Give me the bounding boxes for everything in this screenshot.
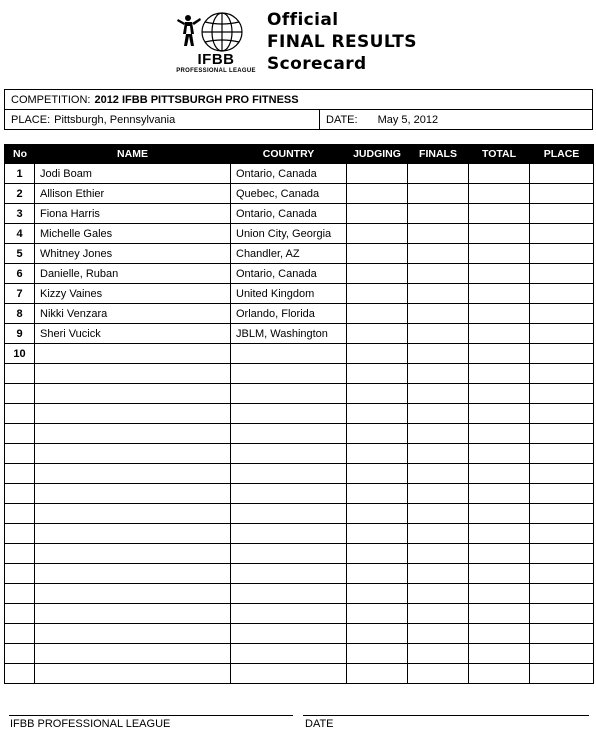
place-cell <box>530 164 594 184</box>
country-cell <box>231 344 347 364</box>
country-cell <box>231 404 347 424</box>
country-cell <box>231 604 347 624</box>
finals-score-cell <box>408 284 469 304</box>
judging-score-cell <box>347 344 408 364</box>
total-score-cell <box>469 184 530 204</box>
place-cell <box>530 624 594 644</box>
place-cell <box>530 444 594 464</box>
finals-score-cell <box>408 624 469 644</box>
competitor-name-cell: Sheri Vucick <box>35 324 231 344</box>
table-row <box>5 604 594 624</box>
finals-score-cell <box>408 424 469 444</box>
country-cell <box>231 444 347 464</box>
country-cell: Orlando, Florida <box>231 304 347 324</box>
finals-score-cell <box>408 404 469 424</box>
row-number-cell: 2 <box>5 184 35 204</box>
row-number-cell: 4 <box>5 224 35 244</box>
date-label: DATE: <box>326 113 358 126</box>
finals-score-cell <box>408 564 469 584</box>
country-cell <box>231 464 347 484</box>
competitor-name-cell <box>35 364 231 384</box>
scorecard-header <box>0 0 596 82</box>
total-score-cell <box>469 504 530 524</box>
table-row <box>5 644 594 664</box>
country-cell: Union City, Georgia <box>231 224 347 244</box>
column-header-total: TOTAL <box>469 145 530 164</box>
judging-score-cell <box>347 184 408 204</box>
table-row <box>5 564 594 584</box>
competitor-name-cell: Fiona Harris <box>35 204 231 224</box>
finals-score-cell <box>408 504 469 524</box>
country-cell: Chandler, AZ <box>231 244 347 264</box>
table-row <box>5 424 594 444</box>
competitor-name-cell: Nikki Venzara <box>35 304 231 324</box>
total-score-cell <box>469 624 530 644</box>
country-cell: United Kingdom <box>231 284 347 304</box>
competitor-name-cell: Michelle Gales <box>35 224 231 244</box>
column-header-name: NAME <box>35 145 231 164</box>
row-number-cell <box>5 624 35 644</box>
country-cell: Ontario, Canada <box>231 264 347 284</box>
total-score-cell <box>469 444 530 464</box>
country-cell <box>231 424 347 444</box>
competitor-name-cell <box>35 604 231 624</box>
place-cell <box>530 424 594 444</box>
row-number-cell: 10 <box>5 344 35 364</box>
table-row <box>5 204 594 224</box>
judging-score-cell <box>347 284 408 304</box>
table-row <box>5 364 594 384</box>
column-header-no: No <box>5 145 35 164</box>
place-cell <box>530 364 594 384</box>
table-header-row <box>5 145 594 164</box>
country-cell: Ontario, Canada <box>231 164 347 184</box>
finals-score-cell <box>408 364 469 384</box>
judging-score-cell <box>347 664 408 684</box>
logo-subtext: PROFESSIONAL LEAGUE <box>176 68 256 74</box>
table-row <box>5 464 594 484</box>
place-cell <box>530 564 594 584</box>
place-cell <box>530 524 594 544</box>
finals-score-cell <box>408 444 469 464</box>
place-cell <box>530 404 594 424</box>
row-number-cell: 3 <box>5 204 35 224</box>
total-score-cell <box>469 284 530 304</box>
place-cell <box>530 544 594 564</box>
table-row <box>5 444 594 464</box>
signature-line-date <box>303 715 589 716</box>
judging-score-cell <box>347 624 408 644</box>
place-cell <box>530 204 594 224</box>
title-line-2: FINAL RESULTS <box>267 32 417 52</box>
total-score-cell <box>469 244 530 264</box>
total-score-cell <box>469 204 530 224</box>
title-line-1: Official <box>267 10 339 30</box>
finals-score-cell <box>408 244 469 264</box>
finals-score-cell <box>408 304 469 324</box>
row-number-cell <box>5 464 35 484</box>
row-number-cell <box>5 404 35 424</box>
column-header-judging: JUDGING <box>347 145 408 164</box>
total-score-cell <box>469 664 530 684</box>
competitor-name-cell <box>35 584 231 604</box>
judging-score-cell <box>347 304 408 324</box>
finals-score-cell <box>408 664 469 684</box>
judging-score-cell <box>347 604 408 624</box>
judging-score-cell <box>347 164 408 184</box>
total-score-cell <box>469 524 530 544</box>
signature-label-date: DATE <box>305 718 334 730</box>
competitor-name-cell <box>35 404 231 424</box>
competitor-name-cell <box>35 644 231 664</box>
table-row <box>5 544 594 564</box>
row-number-cell: 7 <box>5 284 35 304</box>
country-cell <box>231 644 347 664</box>
place-cell <box>530 644 594 664</box>
finals-score-cell <box>408 384 469 404</box>
total-score-cell <box>469 384 530 404</box>
finals-score-cell <box>408 484 469 504</box>
total-score-cell <box>469 404 530 424</box>
competitor-name-cell <box>35 524 231 544</box>
finals-score-cell <box>408 524 469 544</box>
table-row <box>5 244 594 264</box>
place-cell <box>530 604 594 624</box>
table-row <box>5 184 594 204</box>
place-cell <box>530 344 594 364</box>
finals-score-cell <box>408 204 469 224</box>
competition-info-box <box>4 89 593 130</box>
table-row <box>5 504 594 524</box>
total-score-cell <box>469 164 530 184</box>
competition-value: 2012 IFBB PITTSBURGH PRO FITNESS <box>94 93 299 106</box>
competition-row <box>5 90 592 109</box>
judging-score-cell <box>347 644 408 664</box>
row-number-cell <box>5 364 35 384</box>
finals-score-cell <box>408 584 469 604</box>
place-cell <box>530 184 594 204</box>
table-row <box>5 524 594 544</box>
table-row <box>5 224 594 244</box>
row-number-cell <box>5 664 35 684</box>
table-row <box>5 164 594 184</box>
total-score-cell <box>469 564 530 584</box>
row-number-cell <box>5 604 35 624</box>
country-cell <box>231 384 347 404</box>
competition-label: COMPETITION: <box>11 93 91 106</box>
finals-score-cell <box>408 604 469 624</box>
place-cell <box>5 110 320 129</box>
country-cell: Quebec, Canada <box>231 184 347 204</box>
competitor-name-cell <box>35 444 231 464</box>
place-cell <box>530 464 594 484</box>
judging-score-cell <box>347 464 408 484</box>
place-cell <box>530 504 594 524</box>
judging-score-cell <box>347 564 408 584</box>
signature-line-league <box>9 715 293 716</box>
finals-score-cell <box>408 344 469 364</box>
column-header-place: PLACE <box>530 145 594 164</box>
finals-score-cell <box>408 184 469 204</box>
judging-score-cell <box>347 364 408 384</box>
table-row <box>5 484 594 504</box>
place-cell <box>530 384 594 404</box>
total-score-cell <box>469 604 530 624</box>
competitor-name-cell: Whitney Jones <box>35 244 231 264</box>
place-cell <box>530 324 594 344</box>
title-line-3: Scorecard <box>267 54 367 74</box>
row-number-cell <box>5 444 35 464</box>
row-number-cell: 8 <box>5 304 35 324</box>
competitor-name-cell <box>35 464 231 484</box>
judging-score-cell <box>347 504 408 524</box>
competitor-name-cell <box>35 504 231 524</box>
judging-score-cell <box>347 224 408 244</box>
results-body <box>5 164 594 684</box>
country-cell: Ontario, Canada <box>231 204 347 224</box>
competitor-name-cell <box>35 484 231 504</box>
row-number-cell <box>5 484 35 504</box>
competitor-name-cell: Jodi Boam <box>35 164 231 184</box>
signature-label-league: IFBB PROFESSIONAL LEAGUE <box>10 718 171 730</box>
date-cell <box>320 114 592 126</box>
total-score-cell <box>469 584 530 604</box>
place-cell <box>530 264 594 284</box>
table-row <box>5 664 594 684</box>
table-row <box>5 404 594 424</box>
finals-score-cell <box>408 464 469 484</box>
competitor-name-cell: Danielle, Ruban <box>35 264 231 284</box>
country-cell <box>231 544 347 564</box>
table-row <box>5 284 594 304</box>
place-cell <box>530 284 594 304</box>
country-cell <box>231 524 347 544</box>
table-row <box>5 344 594 364</box>
total-score-cell <box>469 344 530 364</box>
total-score-cell <box>469 544 530 564</box>
competitor-name-cell <box>35 384 231 404</box>
row-number-cell <box>5 544 35 564</box>
row-number-cell: 5 <box>5 244 35 264</box>
competitor-name-cell <box>35 664 231 684</box>
country-cell <box>231 484 347 504</box>
row-number-cell <box>5 504 35 524</box>
judging-score-cell <box>347 384 408 404</box>
results-table <box>4 144 594 684</box>
judging-score-cell <box>347 584 408 604</box>
page-title <box>267 9 417 75</box>
country-cell <box>231 664 347 684</box>
judging-score-cell <box>347 404 408 424</box>
place-cell <box>530 224 594 244</box>
row-number-cell: 6 <box>5 264 35 284</box>
competitor-name-cell <box>35 564 231 584</box>
judging-score-cell <box>347 484 408 504</box>
finals-score-cell <box>408 644 469 664</box>
competitor-name-cell <box>35 344 231 364</box>
table-row <box>5 384 594 404</box>
total-score-cell <box>469 424 530 444</box>
place-cell <box>530 584 594 604</box>
total-score-cell <box>469 224 530 244</box>
country-cell: JBLM, Washington <box>231 324 347 344</box>
finals-score-cell <box>408 324 469 344</box>
place-cell <box>530 484 594 504</box>
competitor-name-cell <box>35 624 231 644</box>
logo-ifbb-text: IFBB <box>197 51 235 68</box>
table-row <box>5 624 594 644</box>
table-row <box>5 264 594 284</box>
country-cell <box>231 624 347 644</box>
country-cell <box>231 364 347 384</box>
row-number-cell <box>5 424 35 444</box>
place-date-row <box>5 109 592 129</box>
judging-score-cell <box>347 324 408 344</box>
judging-score-cell <box>347 544 408 564</box>
total-score-cell <box>469 364 530 384</box>
place-cell <box>530 244 594 264</box>
judging-score-cell <box>347 424 408 444</box>
country-cell <box>231 564 347 584</box>
judging-score-cell <box>347 444 408 464</box>
row-number-cell <box>5 644 35 664</box>
date-value: May 5, 2012 <box>377 113 439 126</box>
row-number-cell <box>5 564 35 584</box>
table-row <box>5 584 594 604</box>
place-cell <box>530 304 594 324</box>
finals-score-cell <box>408 164 469 184</box>
finals-score-cell <box>408 264 469 284</box>
judging-score-cell <box>347 204 408 224</box>
row-number-cell: 1 <box>5 164 35 184</box>
competitor-name-cell: Allison Ethier <box>35 184 231 204</box>
signature-footer <box>0 702 596 750</box>
place-value: Pittsburgh, Pennsylvania <box>54 113 176 126</box>
finals-score-cell <box>408 544 469 564</box>
globe-emblem-icon <box>172 12 260 52</box>
column-header-finals: FINALS <box>408 145 469 164</box>
column-header-country: COUNTRY <box>231 145 347 164</box>
judging-score-cell <box>347 244 408 264</box>
total-score-cell <box>469 464 530 484</box>
table-row <box>5 304 594 324</box>
total-score-cell <box>469 644 530 664</box>
finals-score-cell <box>408 224 469 244</box>
row-number-cell <box>5 384 35 404</box>
ifbb-logo <box>172 12 260 76</box>
total-score-cell <box>469 484 530 504</box>
place-cell <box>530 664 594 684</box>
country-cell <box>231 584 347 604</box>
competitor-name-cell: Kizzy Vaines <box>35 284 231 304</box>
total-score-cell <box>469 304 530 324</box>
row-number-cell <box>5 524 35 544</box>
country-cell <box>231 504 347 524</box>
table-row <box>5 324 594 344</box>
total-score-cell <box>469 324 530 344</box>
row-number-cell: 9 <box>5 324 35 344</box>
judging-score-cell <box>347 524 408 544</box>
place-label: PLACE: <box>11 113 51 126</box>
total-score-cell <box>469 264 530 284</box>
row-number-cell <box>5 584 35 604</box>
judging-score-cell <box>347 264 408 284</box>
competitor-name-cell <box>35 544 231 564</box>
competitor-name-cell <box>35 424 231 444</box>
